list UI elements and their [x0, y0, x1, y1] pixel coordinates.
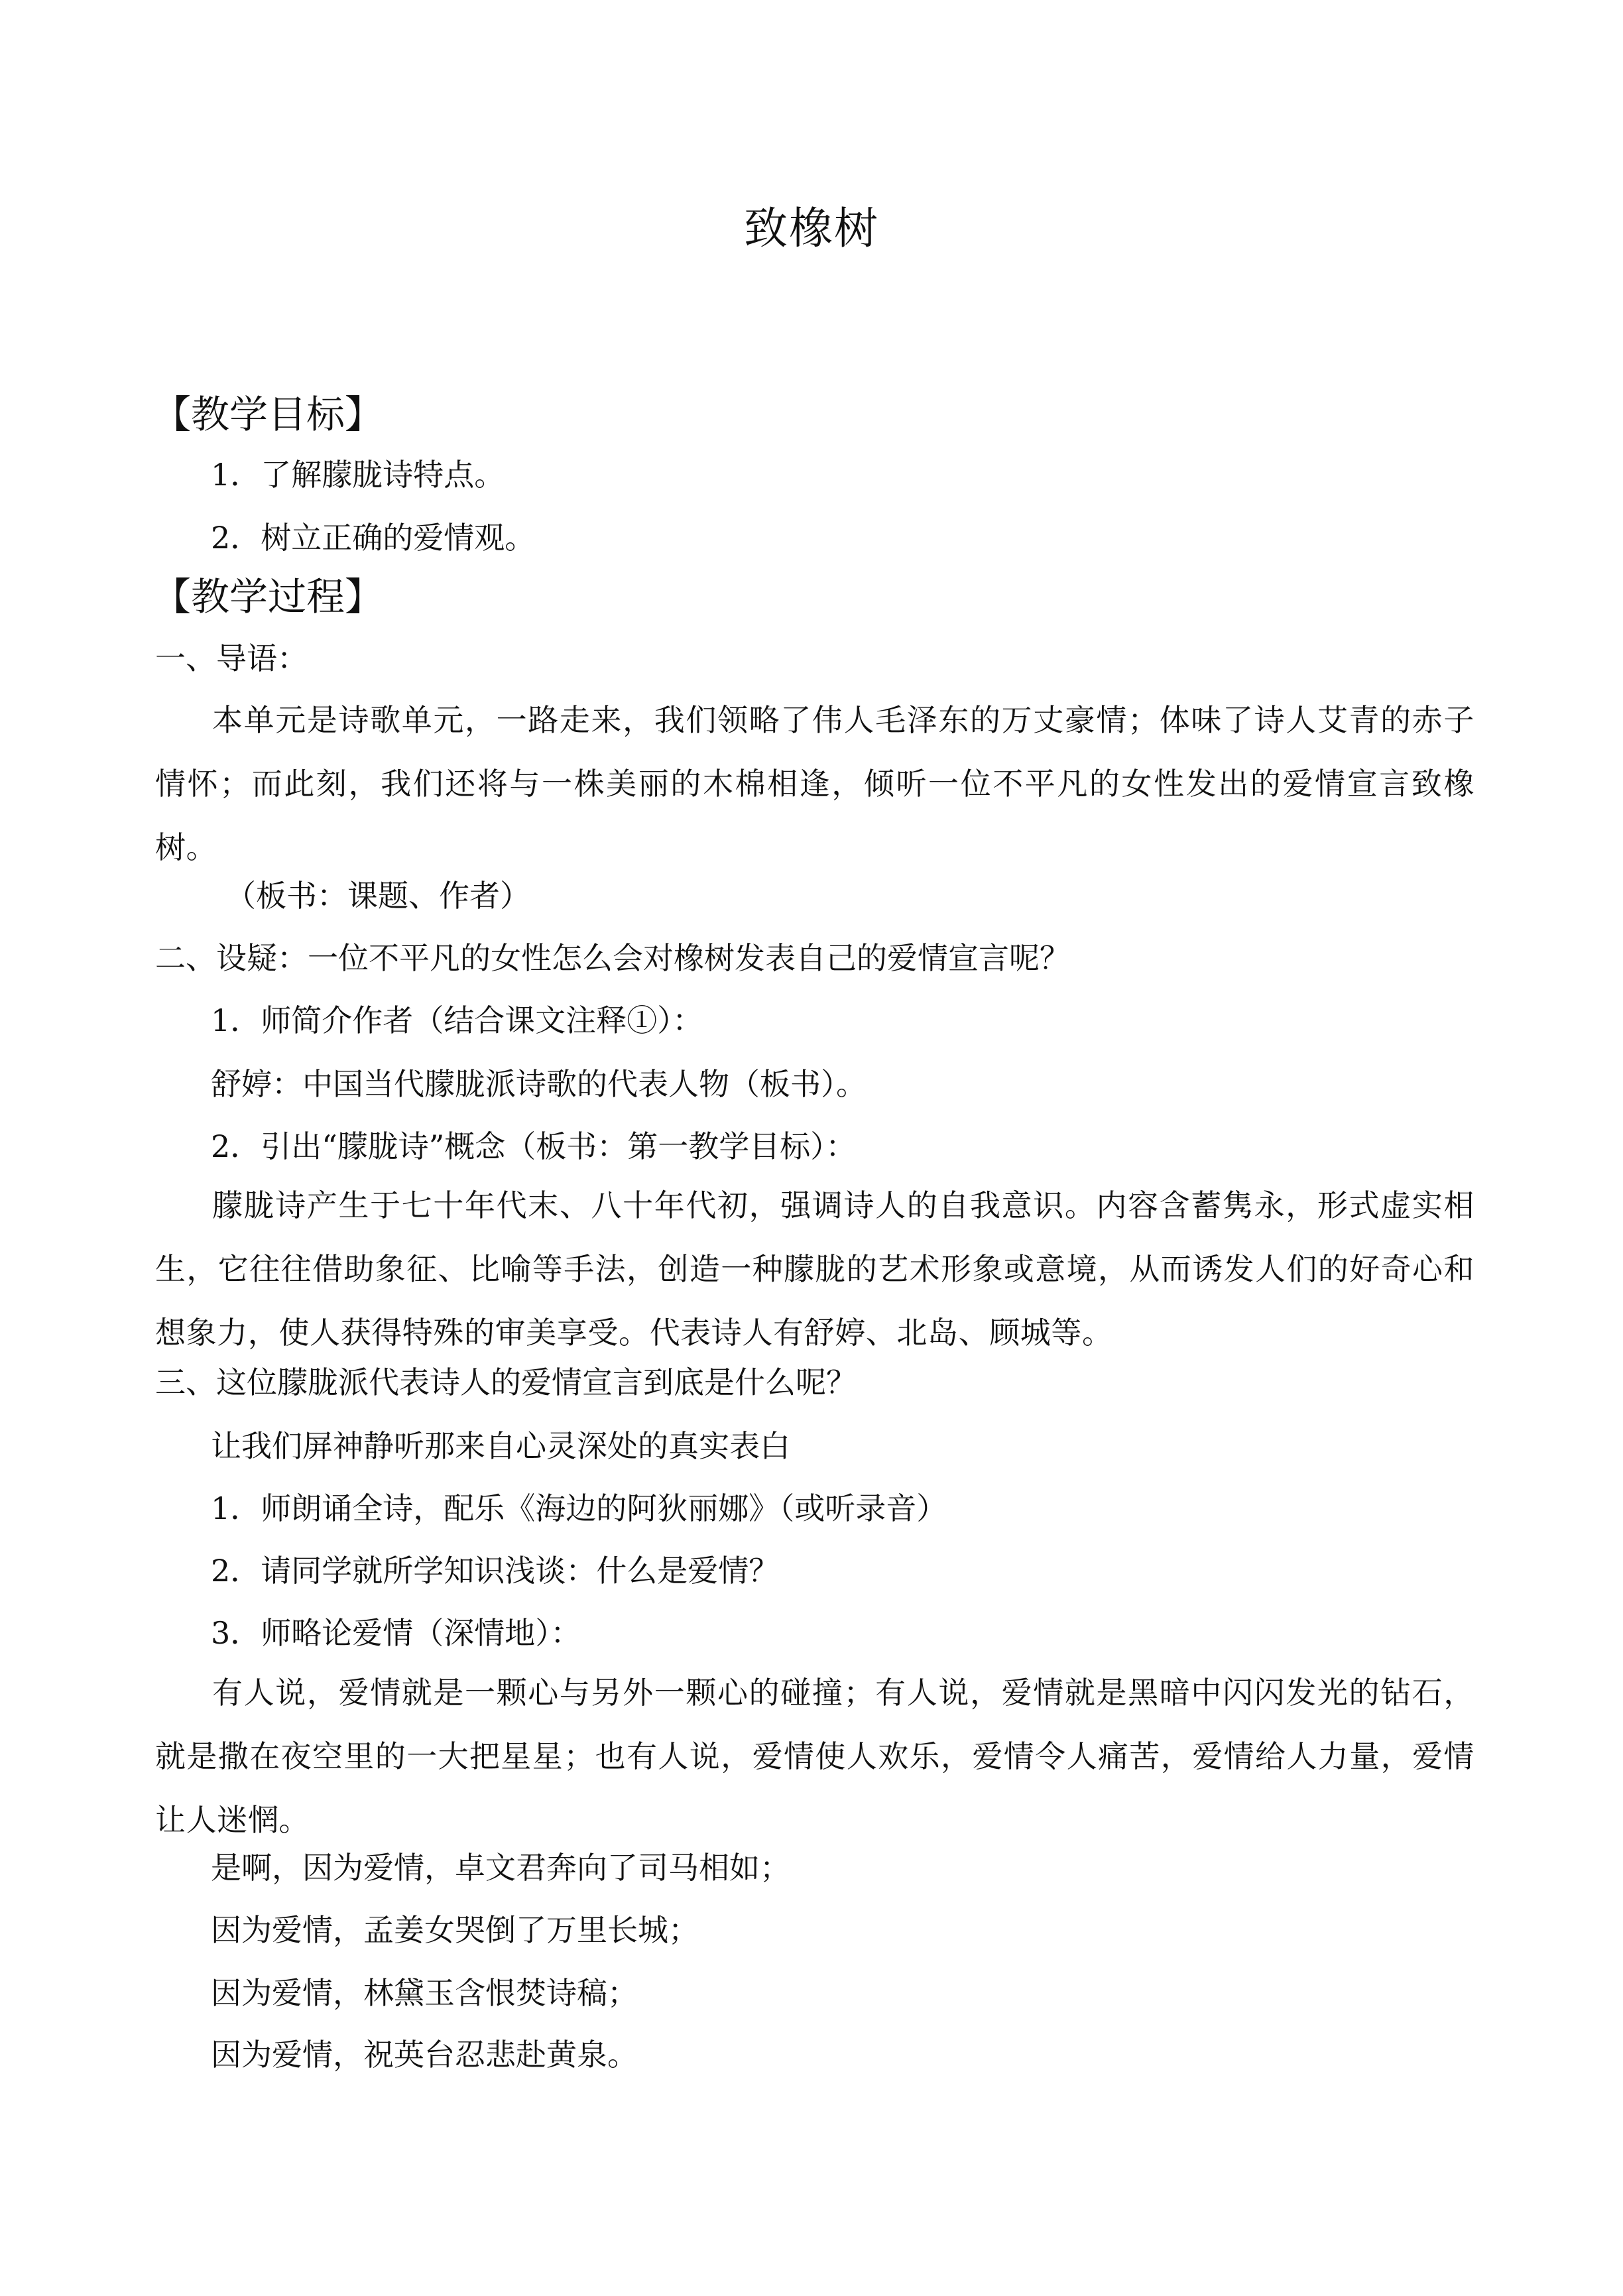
part3-item-2: 2．请同学就所学知识浅谈：什么是爱情？ [211, 1553, 780, 1589]
part3-paragraph: 有人说，爱情就是一颗心与另外一颗心的碰撞；有人说，爱情就是黑暗中闪闪发光的钻石，就是撒在夜空里的一大把星星；也有人说，爱情使人欢乐，爱情令人痛苦，爱情给人力量，爱情让人迷惘。 [155, 1675, 1474, 1838]
part2-paragraph: 朦胧诗产生于七十年代末、八十年代初，强调诗人的自我意识。内容含蓄隽永，形式虚实相生，它往往借助象征、比喻等手法，创造一种朦胧的艺术形象或意境，从而诱发人们的好奇心和想象力，使人获得特殊的审美享受。代表诗人有舒婷、北岛、顾城等。 [155, 1187, 1474, 1351]
part3-item-1: 1．师朗诵全诗，配乐《海边的阿狄丽娜》（或听录音） [211, 1490, 947, 1526]
part3-line-4: 因为爱情，祝英台忍悲赴黄泉。 [211, 2037, 638, 2073]
part3-heading: 三、这位朦胧派代表诗人的爱情宣言到底是什么呢？ [155, 1364, 857, 1400]
part2-heading: 二、设疑：一位不平凡的女性怎么会对橡树发表自己的爱情宣言呢？ [155, 940, 1070, 976]
part1-paragraph: 本单元是诗歌单元，一路走来，我们领略了伟人毛泽东的万丈豪情；体味了诗人艾青的赤子情怀；而此刻，我们还将与一株美丽的木棉相逢，倾听一位不平凡的女性发出的爱情宣言致橡树。 [155, 702, 1474, 865]
part3-line-2: 因为爱情，孟姜女哭倒了万里长城； [211, 1912, 699, 1948]
part2-item-1: 1．师简介作者（结合课文注释①）： [211, 1002, 703, 1038]
part3-line-3: 因为爱情，林黛玉含恨焚诗稿； [211, 1975, 638, 2011]
objective-item-2: 2．树立正确的爱情观。 [211, 520, 536, 556]
part3-intro: 让我们屏神静听那来自心灵深处的真实表白 [211, 1428, 790, 1464]
page-title: 致橡树 [744, 203, 879, 254]
part2-item-2: 2．引出“朦胧诗”概念（板书：第一教学目标）： [211, 1128, 857, 1164]
process-heading: 【教学过程】 [152, 574, 384, 619]
part3-line-1: 是啊，因为爱情，卓文君奔向了司马相如； [211, 1850, 790, 1886]
part1-board-note: （板书：课题、作者） [225, 878, 530, 914]
part1-heading: 一、导语： [155, 640, 308, 676]
objectives-heading: 【教学目标】 [152, 392, 384, 437]
part3-item-3: 3．师略论爱情（深情地）： [211, 1615, 581, 1651]
objective-item-1: 1．了解朦胧诗特点。 [211, 457, 505, 493]
part2-author-intro: 舒婷：中国当代朦胧派诗歌的代表人物（板书）。 [211, 1066, 867, 1102]
